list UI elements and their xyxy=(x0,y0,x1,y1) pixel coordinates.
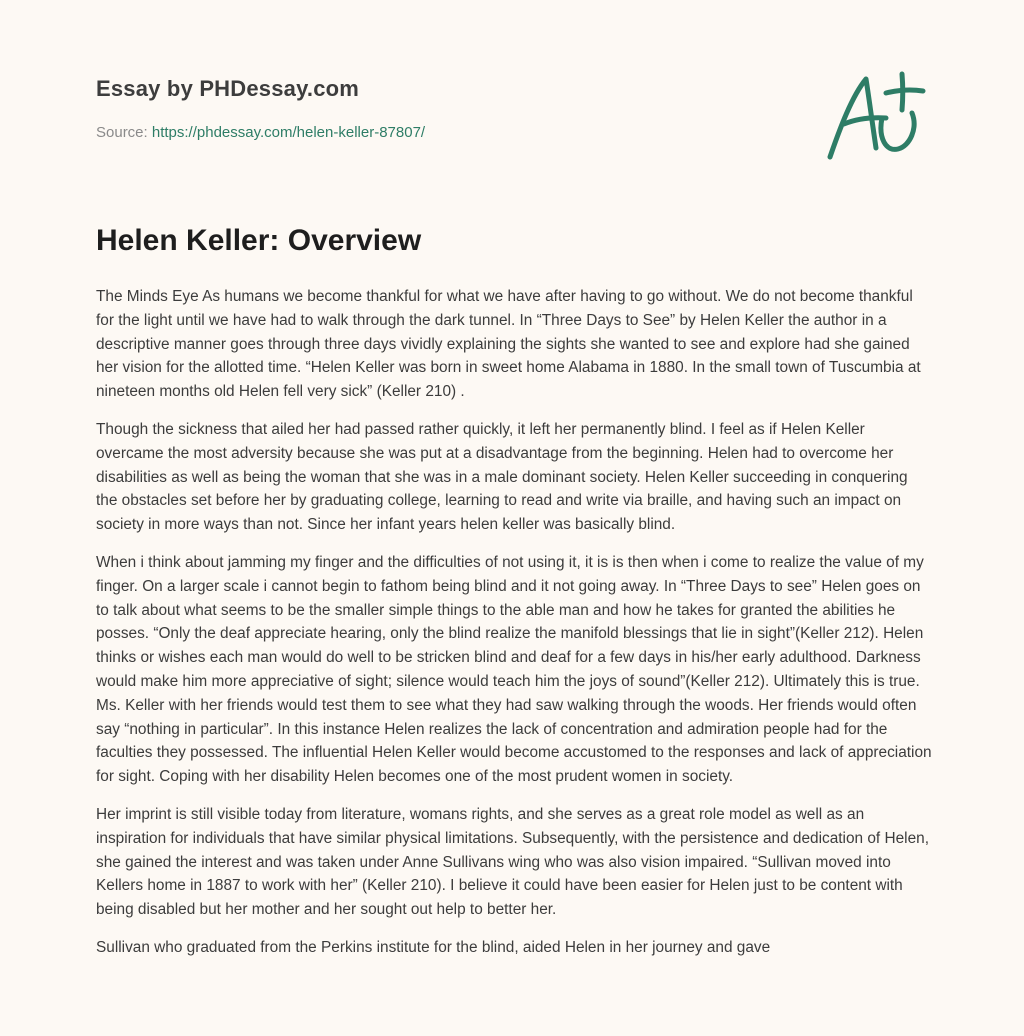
source-line xyxy=(96,124,425,141)
paragraph: When i think about jamming my finger and the difficulties of not using it, it is is then when i come to realize the value of my finger. On a larger scale i cannot begin to fathom being blind and it not going away. In “Three Days to see” Helen goes on to talk about what seems to be the smaller simple things to the able man and how he takes for granted the abilities he posses. “Only the deaf appreciate hearing, only the blind realize the manifold blessings that lie in sight”(Keller 212). Helen thinks or wishes each man would do well to be stricken blind and deaf for a few days in his/her early adulthood. Darkness would make him more appreciative of sight; silence would teach him the joys of sound”(Keller 212). Ultimately this is true. Ms. Keller with her friends would test them to see what they had saw walking through the woods. Her friends would often say “nothing in particular”. In this instance Helen realizes the lack of concentration and admiration people had for the faculties they possessed. The influential Helen Keller would become accustomed to the responses and lack of appreciation for sight. Coping with her disability Helen becomes one of the most prudent women in society. xyxy=(96,553,932,786)
paragraph: Though the sickness that ailed her had passed rather quickly, it left her permanently blind. I feel as if Helen Keller overcame the most adversity because she was put at a disadvantage from the beginning. Helen had to overcome her disabilities as well as being the woman that she was in a male dominant society. Helen Keller succeeding in conquering the obstacles set before her by graduating college, learning to read and write via braille, and having such an impact on society in more ways than not. Since her infant years helen keller was basically blind. xyxy=(96,420,908,534)
source-link[interactable]: https://phdessay.com/helen-keller-87807/ xyxy=(151,124,426,141)
source-label: Source: xyxy=(96,124,148,141)
site-title: Essay by PHDessay.com xyxy=(96,76,360,101)
paragraph: Her imprint is still visible today from literature, womans rights, and she serves as a great role model as well as an inspiration for individuals that have similar physical limitations. Subsequently, with the persistence and dedication of Helen, she gained the interest and was taken under Anne Sullivans wing who was also vision impaired. “Sullivan moved into Kellers home in 1887 to work with her” (Keller 210). I believe it could have been easier for Helen just to be content with being disabled but her mother and her sought out help to better her. xyxy=(96,805,929,919)
paragraph: The Minds Eye As humans we become thankful for what we have after having to go without. We do not become thankful for the light until we have had to walk through the dark tunnel. In “Three Days to See” by Helen Keller the author in a descriptive manner goes through three days vividly explaining the sights she wanted to see and explore had she gained her vision for the allotted time. “Helen Keller was born in sweet home Alabama in 1880. In the small town of Tuscumbia at nineteen months old Helen fell very sick” (Keller 210) . xyxy=(96,288,921,401)
article-body xyxy=(96,285,932,974)
a-plus-logo-icon xyxy=(822,66,932,166)
paragraph: Sullivan who graduated from the Perkins institute for the blind, aided Helen in her journey and gave xyxy=(96,938,771,956)
article-title: Helen Keller: Overview xyxy=(96,224,422,257)
